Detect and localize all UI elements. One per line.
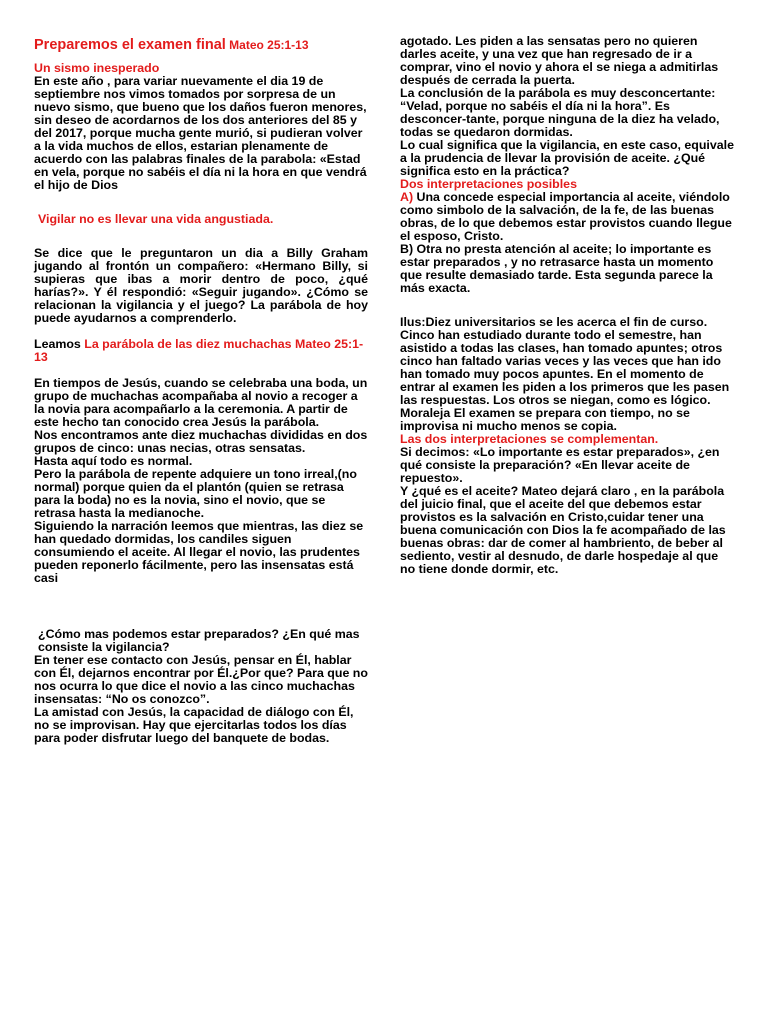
paragraph-answer: En tener ese contacto con Jesús, pensar en Él, hablar con Él, dejarnos encontrar por Él.¿Por que? Para que no nos ocurra lo que dice el novio a las cinco muchachas insensatas: “No os conozco”. bbox=[34, 653, 368, 706]
paragraph-ilustracion: Ilus:Diez universitarios se les acerca el fin de curso. Cinco han estudiado durante todo el semestre, han asistido a todas las clases, han tomado apuntes; otros cinco han faltado varias veces y las veces que han ido han tomado muy pocos apuntes. En el momento de entrar al examen les piden a los primeros que les pasen las respuestas. Los otros se niegan, como es lógico. Moraleja El examen se prepara con tiempo, no se improvisa ni mucho menos se copia. bbox=[400, 315, 730, 433]
paragraph-billy-graham: Se dice que le preguntaron un dia a Billy Graham jugando al frontón un compañero: «Hermano Billy, si supieras que ibas a morir dentro de poco, ¿qué harías?». Y él respondió: «Seguir jugando». ¿Cómo se relacionan la vigilancia y el juego? La parábola de hoy puede ayudarnos a comprenderlo. bbox=[34, 246, 368, 325]
paragraph-narrative-5: Siguiendo la narración leemos que mientras, las diez se han quedado dormidas, los candiles siguen consumiendo el aceite. Al llegar el novio, las prudentes pueden reponerlo fácilmente, pero las insensatas está casi bbox=[34, 519, 364, 585]
paragraph-conclusion: La conclusión de la parábola es muy desconcertante: “Velad, porque no sabéis el día ni la hora”. Es desconcer-tante, porque ninguna de la diez ha velado, todas se quedaron dormidas. bbox=[400, 86, 720, 139]
label-a: A) bbox=[400, 190, 414, 204]
section-heading-vigilar: Vigilar no es llevar una vida angustiada. bbox=[38, 212, 274, 226]
paragraph-narrative-3: Hasta aquí todo es normal. bbox=[34, 454, 193, 468]
paragraph-aceite: Y ¿qué es el aceite? Mateo dejará claro , en la parábola del juicio final, que el aceite del que debemos estar provistos es la salvación en Cristo,cuidar tener una buena comunicación con Dios la fe acompañado de las buenas obras: dar de comer al hambriento, de beber al sediento, vestir al desnudo, de darle hospedaje al que no tiene donde dormir, etc. bbox=[400, 484, 726, 576]
section-heading-sismo: Un sismo inesperado bbox=[34, 61, 160, 75]
paragraph-friendship: La amistad con Jesús, la capacidad de diálogo con Él, no se improvisan. Hay que ejercitarlas todos los días para poder disfrutar luego del banquete de bodas. bbox=[34, 705, 354, 745]
leamos-prefix: Leamos bbox=[34, 337, 85, 351]
leamos-parable-title: La parábola de las diez muchachas Mateo 25:1-13 bbox=[34, 337, 364, 364]
paragraph-question: ¿Cómo mas podemos estar preparados? ¿En qué mas consiste la vigilancia? bbox=[38, 627, 360, 654]
paragraph-sismo: En este año , para variar nuevamente el dia 19 de septiembre nos vimos tomados por sorpresa de un nuevo sismo, que bueno que los daños fueron menores, sin deseo de acordarnos de los dos anteriores del 85 y del 2017, porque mucha gente murió, si pudieran volver a la vida muchos de ellos, estarian plenamente de acuerdo con las palabras finales de la parabola: «Estad en vela, porque no sabéis el día ni la hora en que vendrá el hijo de Dios bbox=[34, 74, 367, 192]
section-heading-interpretaciones: Dos interpretaciones posibles bbox=[400, 177, 577, 191]
paragraph-leamos bbox=[34, 338, 368, 364]
page-title bbox=[34, 37, 368, 54]
right-column bbox=[400, 35, 736, 576]
left-column bbox=[34, 0, 368, 585]
paragraph-interpretation-a bbox=[400, 191, 736, 243]
title-text: Preparemos el examen final bbox=[34, 37, 226, 53]
paragraph-narrative-2: Nos encontramos ante diez muchachas divididas en dos grupos de cinco: unas necias, otras sensatas. bbox=[34, 428, 368, 455]
paragraph-continuation: agotado. Les piden a las sensatas pero no quieren darles aceite, y una vez que han regresado de ir a comprar, vino el novio y ahora el se niega a admitirlas después de cerrada la puerta. bbox=[400, 34, 719, 87]
section-heading-complementan: Las dos interpretaciones se complementan. bbox=[400, 432, 659, 446]
lower-left-column bbox=[34, 628, 368, 745]
paragraph-interpretation-b: B) Otra no presta atención al aceite; lo importante es estar preparados , y no retrasarce hasta un momento que resulte demasiado tarde. Esta segunda parece la más exacta. bbox=[400, 242, 714, 295]
paragraph-narrative-4: Pero la parábola de repente adquiere un tono irreal,(no normal) porque quien da el plantón (quien se retrasa para la boda) no es la novia, sino el novio, que se retrasa hasta la medianoche. bbox=[34, 467, 357, 520]
title-reference: Mateo 25:1-13 bbox=[225, 38, 309, 52]
interpretation-a-text: Una concede especial importancia al aceite, viéndolo como simbolo de la salvación, de la fe, de las buenas obras, de lo que debemos estar provistos cuando llegue el esposo, Cristo. bbox=[400, 190, 732, 243]
paragraph-si-decimos: Si decimos: «Lo importante es estar preparados», ¿en qué consiste la preparación? «En llevar aceite de repuesto». bbox=[400, 445, 720, 485]
paragraph-significa: Lo cual significa que la vigilancia, en este caso, equivale a la prudencia de llevar la provisión de aceite. ¿Qué significa esto en la práctica? bbox=[400, 138, 734, 178]
paragraph-narrative-1: En tiempos de Jesús, cuando se celebraba una boda, un grupo de muchachas acompañaba al novio a recoger a la novia para acompañarlo a la ceremonia. A partir de este hecho tan conocido crea Jesús la parábola. bbox=[34, 376, 368, 429]
